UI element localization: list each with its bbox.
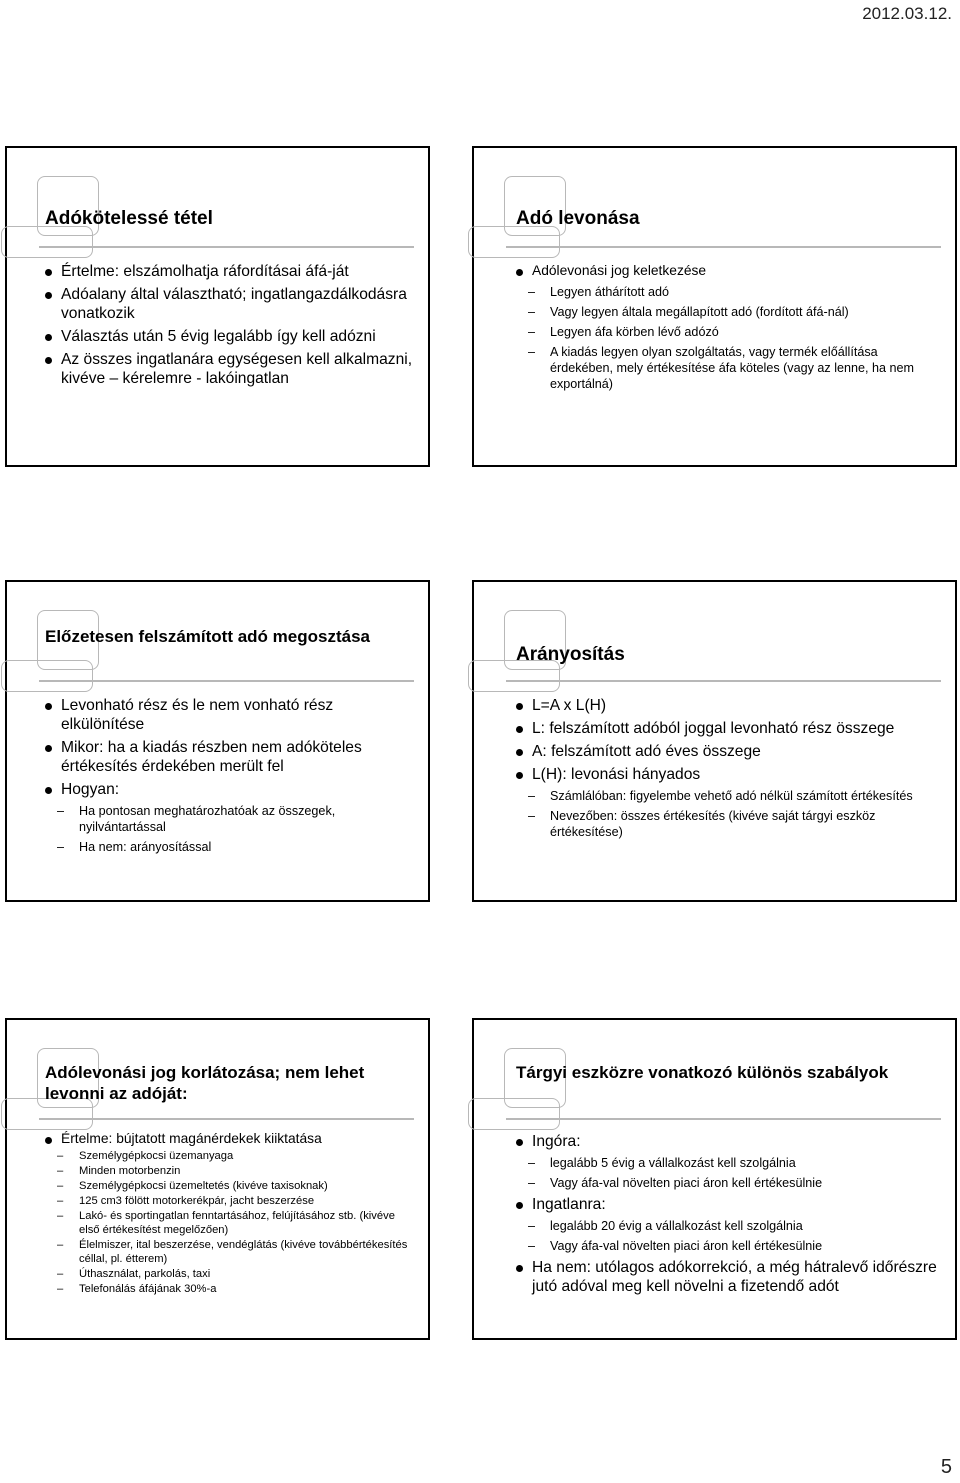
list-item: – Minden motorbenzin: [57, 1165, 181, 1177]
dash-icon: –: [528, 1156, 536, 1170]
bullet-icon: [45, 745, 52, 752]
bullet-icon: [45, 334, 52, 341]
bullet-icon: [516, 1265, 523, 1272]
dash-icon: –: [57, 1239, 64, 1251]
bullet-icon: [45, 1137, 52, 1144]
list-item: L: felszámított adóból joggal levonható rész összege: [516, 719, 941, 738]
dash-icon: –: [57, 840, 65, 854]
bullet-icon: [516, 726, 523, 733]
dash-icon: –: [57, 804, 65, 818]
dash-icon: –: [528, 285, 536, 299]
dash-icon: –: [528, 1219, 536, 1233]
list-item: – Lakó- és sportingatlan fenntartásához, felújításához stb. (kivéve első értékesítést megelőzően): [57, 1210, 395, 1236]
bullet-icon: [516, 703, 523, 710]
dash-icon: –: [57, 1195, 64, 1207]
list-item: Adóalany által választható; ingatlangazdálkodásra vonatkozik: [45, 285, 414, 323]
dash-icon: –: [528, 789, 536, 803]
list-item: Hogyan:: [45, 780, 414, 799]
list-item: – Személygépkocsi üzemanyaga: [57, 1150, 234, 1162]
title-underline: [506, 246, 941, 248]
dash-icon: –: [57, 1165, 64, 1177]
list-item: – Ha pontosan meghatározhatóak az összegek, nyilvántartással: [57, 804, 336, 834]
slide-title: Adókötelessé tétel: [45, 208, 213, 229]
list-item: Adólevonási jog keletkezése: [516, 262, 941, 280]
slide-title: Adólevonási jog korlátozása; nem lehet levonni az adóját:: [45, 1063, 365, 1103]
dash-icon: –: [528, 325, 536, 339]
dash-icon: –: [528, 809, 536, 823]
title-underline: [506, 1118, 941, 1120]
list-item: Ingóra:: [516, 1132, 941, 1151]
dash-icon: –: [57, 1180, 64, 1192]
dash-icon: –: [57, 1283, 64, 1295]
list-item: Értelme: bújtatott magánérdekek kiiktatása: [45, 1130, 414, 1148]
list-item: – A kiadás legyen olyan szolgáltatás, vagy termék előállítása érdekében, mely értékesítése áfa köteles (vagy az lenne, ha nem exportálná): [528, 345, 915, 391]
list-item: Mikor: ha a kiadás részben nem adóköteles értékesítés érdekében merült fel: [45, 738, 414, 776]
slide-adokotelesse-tetel: [5, 146, 430, 467]
list-item: – Úthasználat, parkolás, taxi: [57, 1268, 211, 1280]
dash-icon: –: [528, 1176, 536, 1190]
title-underline: [39, 680, 414, 682]
title-underline: [39, 1118, 414, 1120]
bullet-icon: [516, 749, 523, 756]
dash-icon: –: [528, 1239, 536, 1253]
slide-title: Tárgyi eszközre vonatkozó különös szabályok: [516, 1063, 889, 1082]
bullet-list: [516, 1132, 941, 1300]
bullet-list: [516, 262, 941, 396]
bullet-list: [45, 696, 414, 859]
list-item: – Legyen áfa körben lévő adózó: [528, 325, 719, 339]
bullet-icon: [516, 1202, 523, 1209]
bullet-icon: [516, 1139, 523, 1146]
page-date: 2012.03.12.: [862, 4, 952, 23]
list-item: – Telefonálás áfájának 30%-a: [57, 1283, 217, 1295]
slide-decoration: [468, 226, 560, 258]
dash-icon: –: [528, 305, 536, 319]
title-underline: [39, 246, 414, 248]
bullet-icon: [45, 703, 52, 710]
list-item: A: felszámított adó éves összege: [516, 742, 941, 761]
list-item: – legalább 5 évig a vállalkozást kell szolgálnia: [528, 1156, 796, 1170]
list-item: – Legyen áthárított adó: [528, 285, 670, 299]
list-item: – Vagy legyen általa megállapított adó (fordított áfá-nál): [528, 305, 849, 319]
slide-decoration: [468, 1098, 560, 1130]
list-item: Ha nem: utólagos adókorrekció, a még hátralevő időrészre jutó adóval meg kell növelni a fizetendő adót: [516, 1258, 941, 1296]
slide-decoration: [1, 226, 93, 258]
bullet-icon: [45, 269, 52, 276]
title-underline: [506, 680, 941, 682]
bullet-icon: [516, 772, 523, 779]
bullet-list: [45, 262, 414, 392]
dash-icon: –: [57, 1150, 64, 1162]
page-number: 5: [940, 1456, 952, 1478]
list-item: – Vagy áfa-val növelten piaci áron kell értékesülnie: [528, 1239, 823, 1253]
list-item: – Élelmiszer, ital beszerzése, vendéglátás (kivéve továbbértékesítés céllal, pl. étterem): [57, 1239, 408, 1265]
list-item: Levonható rész és le nem vonható rész elkülönítése: [45, 696, 414, 734]
dash-icon: –: [57, 1210, 64, 1222]
slide-decoration: [1, 660, 93, 692]
slide-aranyositas: [472, 580, 957, 902]
bullet-icon: [45, 292, 52, 299]
list-item: L=A x L(H): [516, 696, 941, 715]
bullet-list: [516, 696, 941, 844]
slide-title: Adó levonása: [516, 208, 640, 229]
list-item: Értelme: elszámolhatja ráfordításai áfá-ját: [45, 262, 414, 281]
bullet-icon: [516, 269, 523, 276]
list-item: – Vagy áfa-val növelten piaci áron kell értékesülnie: [528, 1176, 823, 1190]
dash-icon: –: [57, 1268, 64, 1280]
dash-icon: –: [528, 345, 536, 359]
list-item: Ingatlanra:: [516, 1195, 941, 1214]
bullet-icon: [45, 787, 52, 794]
list-item: – Számlálóban: figyelembe vehető adó nélkül számított értékesítés: [528, 789, 913, 803]
slide-ado-levonasa: [472, 146, 957, 467]
list-item: – Személygépkocsi üzemeltetés (kivéve taxisoknak): [57, 1180, 328, 1192]
slide-elozetesen-felszamitott-ado: [5, 580, 430, 902]
slide-title: Arányosítás: [516, 644, 625, 665]
list-item: Az összes ingatlanára egységesen kell alkalmazni, kivéve – kérelemre - lakóingatlan: [45, 350, 414, 388]
list-item: – Nevezőben: összes értékesítés (kivéve saját tárgyi eszköz értékesítése): [528, 809, 876, 839]
slide-targyi-eszkozre-vonatkozo: [472, 1018, 957, 1340]
list-item: Választás után 5 évig legalább így kell adózni: [45, 327, 414, 346]
slide-title: Előzetesen felszámított adó megosztása: [45, 627, 370, 646]
list-item: – legalább 20 évig a vállalkozást kell szolgálnia: [528, 1219, 803, 1233]
bullet-list: [45, 1130, 414, 1297]
list-item: L(H): levonási hányados: [516, 765, 941, 784]
bullet-icon: [45, 357, 52, 364]
list-item: – Ha nem: arányosítással: [57, 840, 212, 854]
list-item: – 125 cm3 fölött motorkerékpár, jacht beszerzése: [57, 1195, 315, 1207]
slide-adolevonasi-jog-korlatozasa: [5, 1018, 430, 1340]
